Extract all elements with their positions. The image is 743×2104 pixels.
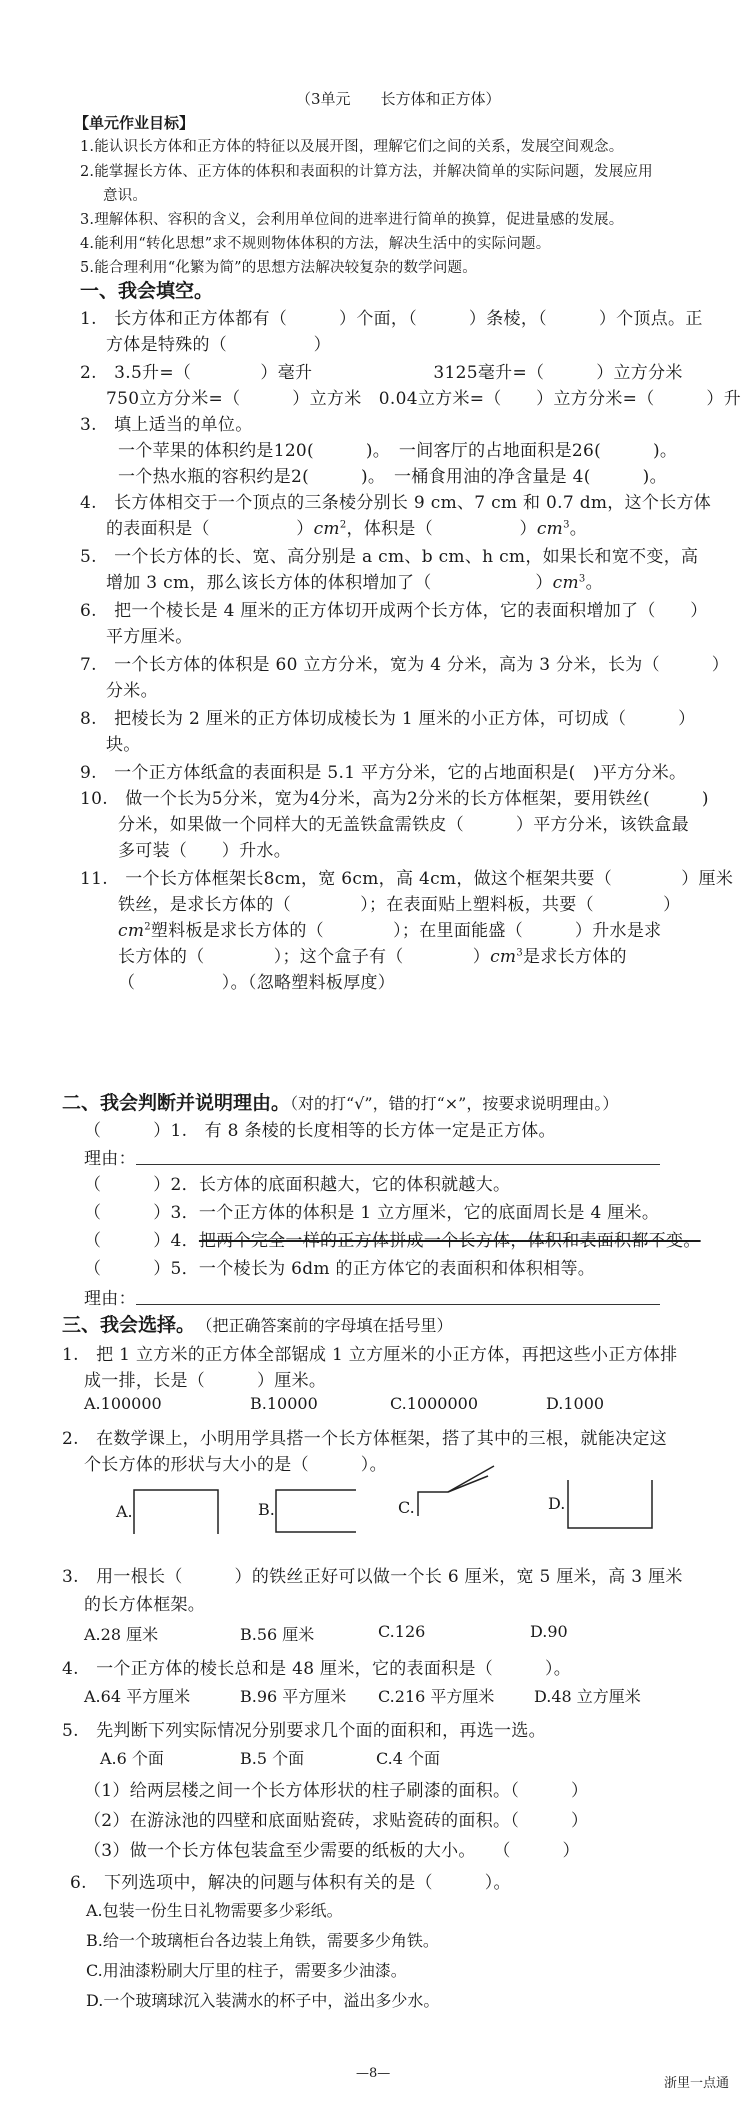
s3-q3-option-d[interactable]: D.90 xyxy=(530,1622,568,1641)
s1-q1-line1: 1. 长方体和正方体都有（ ）个面，（ ）条棱，（ ）个顶点。正 xyxy=(80,309,703,329)
s1-q4-unit-cm2: cm xyxy=(313,519,340,539)
s1-q11-unit-sq: 2 xyxy=(144,921,151,933)
s3-q1-option-a[interactable]: A.100000 xyxy=(84,1394,162,1413)
s1-q9: 9. 一个正方体纸盒的表面积是 5.1 平方分米，它的占地面积是( )平方分米。 xyxy=(80,763,687,783)
s3-q3-option-c[interactable]: C.126 xyxy=(378,1622,426,1641)
s3-q5-line1: 5. 先判断下列实际情况分别要求几个面的面积和，再选一选。 xyxy=(62,1721,546,1741)
s1-q4-period: 。 xyxy=(569,519,588,539)
s3-q4-line1: 4. 一个正方体的棱长总和是 48 厘米，它的表面积是（ ）。 xyxy=(62,1659,572,1679)
frame-figure-c xyxy=(412,1462,496,1518)
goal-item-2: 2.能掌握长方体、正方体的体积和表面积的计算方法，并解决简单的实际问题，发展应用 xyxy=(80,164,653,180)
s1-q7-line2: 分米。 xyxy=(106,681,158,701)
goal-item-3: 3.理解体积、容积的含义，会利用单位间的进率进行简单的换算，促进量感的发展。 xyxy=(80,212,624,228)
s3-q4-option-a[interactable]: A.64 平方厘米 xyxy=(84,1687,191,1706)
frame-figure-d xyxy=(566,1478,656,1534)
s1-q3-line3: 一个热水瓶的容积约是2( )。 一桶食用油的净含量是 4( )。 xyxy=(118,467,667,487)
s1-q10-line2: 分米，如果做一个同样大的无盖铁盒需铁皮（ ）平方分米，该铁盒最 xyxy=(118,815,689,835)
goal-item-4: 4.能利用“转化思想”求不规则物体体积的方法，解决生活中的实际问题。 xyxy=(80,236,551,252)
s3-q4-option-c[interactable]: C.216 平方厘米 xyxy=(378,1687,495,1706)
frame-figure-a xyxy=(132,1480,222,1536)
s1-q6-line2: 平方厘米。 xyxy=(106,627,193,647)
s1-q4-unit-cm3: cm xyxy=(536,519,564,539)
s2-reason-label-1: 理由： xyxy=(84,1149,136,1169)
s3-q1-line1: 1. 把 1 立方米的正方体全部锯成 1 立方厘米的小正方体，再把这些小正方体排 xyxy=(62,1345,678,1365)
s3-q2-label-c[interactable]: C. xyxy=(398,1498,415,1517)
section2-title: 二、我会判断并说明理由。 xyxy=(62,1092,291,1114)
frame-figure-b xyxy=(274,1480,358,1536)
s1-q6-line1: 6. 把一个棱长是 4 厘米的正方体切开成两个长方体，它的表面积增加了（ ） xyxy=(80,601,708,621)
s2-item-1: （ ）1. 有 8 条棱的长度相等的长方体一定是正方体。 xyxy=(84,1121,556,1141)
s3-q3-option-b[interactable]: B.56 厘米 xyxy=(240,1625,315,1644)
s3-q5-option-c[interactable]: C.4 个面 xyxy=(376,1749,441,1768)
s3-q1-option-b[interactable]: B.10000 xyxy=(250,1394,318,1413)
goal-item-5: 5.能合理利用“化繁为简”的思想方法解决较复杂的数学问题。 xyxy=(80,260,477,276)
s1-q8-line1: 8. 把棱长为 2 厘米的正方体切成棱长为 1 厘米的小正方体，可切成（ ） xyxy=(80,709,696,729)
s2-reason-line-1[interactable] xyxy=(136,1164,660,1165)
s1-q5-line1: 5. 一个长方体的长、宽、高分别是 a cm、b cm、h cm，如果长和宽不变，高 xyxy=(80,547,699,567)
s3-q4-option-b[interactable]: B.96 平方厘米 xyxy=(240,1687,347,1706)
s1-q11-text-4b: 是求长方体的 xyxy=(523,947,627,967)
s3-q5-option-a[interactable]: A.6 个面 xyxy=(100,1749,164,1768)
s1-q3-line2: 一个苹果的体积约是120( )。 一间客厅的占地面积是26( )。 xyxy=(118,441,678,461)
s1-q1-line2: 方体是特殊的（ ） xyxy=(106,335,331,355)
s1-q5-unit-cube: 3 xyxy=(578,573,586,585)
s1-q8-line2: 块。 xyxy=(106,735,141,755)
s3-q1-option-d[interactable]: D.1000 xyxy=(546,1394,605,1413)
s3-q1-line2: 成一排，长是（ ）厘米。 xyxy=(84,1371,327,1391)
s2-item-4-struck-text: 把两个完全一样的正方体拼成一个长方体，体积和表面积都不变。 xyxy=(198,1231,701,1251)
s1-q2-line1: 2. 3.5升=（ ）毫升 3125毫升=（ ）立方分米 xyxy=(80,363,683,383)
s3-q4-option-d[interactable]: D.48 立方厘米 xyxy=(534,1687,641,1706)
s2-reason-label-5: 理由： xyxy=(84,1289,136,1309)
s3-q2-label-d[interactable]: D. xyxy=(548,1494,566,1513)
s3-q3-option-a[interactable]: A.28 厘米 xyxy=(84,1625,159,1644)
s1-q11-line2: 铁丝，是求长方体的（ ）；在表面贴上塑料板，共要（ ） xyxy=(118,895,681,915)
s1-q11-line1: 11. 一个长方体框架长8cm，宽 6cm，高 4cm，做这个框架共要（ ）厘米 xyxy=(80,869,734,889)
section3-note: （把正确答案前的字母填在括号里） xyxy=(204,1316,453,1335)
s1-q11-line4 xyxy=(118,942,627,967)
s3-q5-option-b[interactable]: B.5 个面 xyxy=(240,1749,305,1768)
s1-q4-unit-sq: 2 xyxy=(339,519,347,531)
s2-item-5: （ ）5．一个棱长为 6dm 的正方体它的表面积和体积相等。 xyxy=(84,1259,596,1279)
s1-q7-line1: 7. 一个长方体的体积是 60 立方分米，宽为 4 分米，高为 3 分米，长为（ ） xyxy=(80,655,730,675)
s3-q6-option-d[interactable]: D.一个玻璃球沉入装满水的杯子中，溢出多少水。 xyxy=(86,1991,440,2010)
s1-q11-unit-cube: 3 xyxy=(516,947,524,959)
s1-q5-text: 增加 3 cm，那么该长方体的体积增加了（ ） xyxy=(106,573,553,593)
s1-q10-line1: 10. 做一个长为5分米，宽为4分米，高为2分米的长方体框架，要用铁丝( ) xyxy=(80,789,709,809)
s1-q3-line1: 3. 填上适当的单位。 xyxy=(80,415,253,435)
s2-item-4-prefix: （ ）4． xyxy=(84,1231,199,1251)
section3-heading xyxy=(62,1310,453,1337)
s1-q5-line2 xyxy=(106,568,603,593)
s3-q1-option-c[interactable]: C.1000000 xyxy=(390,1394,479,1413)
section3-title: 三、我会选择。 xyxy=(62,1314,186,1336)
brand-watermark: 浙里一点通 xyxy=(664,2076,730,2091)
goal-item-2-cont: 意识。 xyxy=(103,188,148,204)
section2-heading xyxy=(62,1088,618,1115)
s3-q5-item-2: （2）在游泳池的四壁和底面贴瓷砖，求贴瓷砖的面积。（ ） xyxy=(84,1811,589,1831)
s3-q6-option-a[interactable]: A.包装一份生日礼物需要多少彩纸。 xyxy=(86,1901,343,1920)
s1-q4-unit-cube: 3 xyxy=(563,519,570,531)
page-number: —8— xyxy=(356,2066,391,2081)
s1-q4-surface-text: 的表面积是（ ） xyxy=(106,519,314,539)
s1-q11-text-3: 塑料板是求长方体的（ ）；在里面能盛（ ）升水是求 xyxy=(150,921,662,941)
s3-q6-option-c[interactable]: C.用油漆粉刷大厅里的柱子，需要多少油漆。 xyxy=(86,1961,407,1980)
s1-q11-line3 xyxy=(118,916,661,941)
s3-q3-line1: 3. 用一根长（ ）的铁丝正好可以做一个长 6 厘米，宽 5 厘米，高 3 厘米 xyxy=(62,1567,683,1587)
s2-item-4 xyxy=(84,1226,701,1251)
s3-q2-label-a[interactable]: A. xyxy=(116,1502,133,1521)
s1-q5-unit-cm3: cm xyxy=(552,573,579,593)
s1-q4-line1: 4. 长方体相交于一个顶点的三条棱分别长 9 cm、7 cm 和 0.7 dm，这个长方体 xyxy=(80,493,712,513)
s1-q11-text-4: 长方体的（ ）；这个盒子有（ ） xyxy=(118,947,491,967)
s1-q11-unit-cm2: cm xyxy=(118,921,145,941)
s2-item-2: （ ）2．长方体的底面积越大，它的体积就越大。 xyxy=(84,1175,511,1195)
s1-q5-period: 。 xyxy=(585,573,603,593)
s1-q4-line2 xyxy=(106,514,587,539)
s3-q2-line1: 2. 在数学课上，小明用学具搭一个长方体框架，搭了其中的三根，就能决定这 xyxy=(62,1429,668,1449)
s2-reason-line-5[interactable] xyxy=(136,1304,660,1305)
s3-q6-option-b[interactable]: B.给一个玻璃柜台各边装上角铁，需要多少角铁。 xyxy=(86,1931,439,1950)
s1-q11-line5: （ ）。（忽略塑料板厚度） xyxy=(118,973,396,993)
s3-q3-line2: 的长方体框架。 xyxy=(84,1595,206,1615)
s1-q2-line2: 750立方分米=（ ）立方米 0.04立方米=（ ）立方分米=（ ）升 xyxy=(106,389,742,409)
s2-item-3: （ ）3．一个正方体的体积是 1 立方厘米，它的底面周长是 4 厘米。 xyxy=(84,1203,660,1223)
section1-heading: 一、我会填空。 xyxy=(80,280,214,302)
s3-q2-label-b[interactable]: B. xyxy=(258,1500,275,1519)
goal-item-1: 1.能认识长方体和正方体的特征以及展开图，理解它们之间的关系，发展空间观念。 xyxy=(80,139,624,155)
s3-q2-line2: 个长方体的形状与大小的是（ ）。 xyxy=(84,1455,387,1475)
goals-heading: 【单元作业目标】 xyxy=(74,114,195,132)
section2-note: （对的打“√”，错的打“×”，按要求说明理由。） xyxy=(290,1094,619,1113)
page-title: （3单元 长方体和正方体） xyxy=(296,90,501,108)
s1-q10-line3: 多可装（ ）升水。 xyxy=(118,841,291,861)
s3-q5-item-3: （3）做一个长方体包装盒至少需要的纸板的大小。 （ ） xyxy=(84,1841,580,1861)
s3-q5-item-1: （1）给两层楼之间一个长方体形状的柱子刷漆的面积。（ ） xyxy=(84,1781,589,1801)
s1-q4-volume-text: ，体积是（ ） xyxy=(346,519,537,539)
s1-q11-unit-cm3: cm xyxy=(490,947,517,967)
s3-q6-line1: 6. 下列选项中，解决的问题与体积有关的是（ ）。 xyxy=(70,1873,511,1893)
